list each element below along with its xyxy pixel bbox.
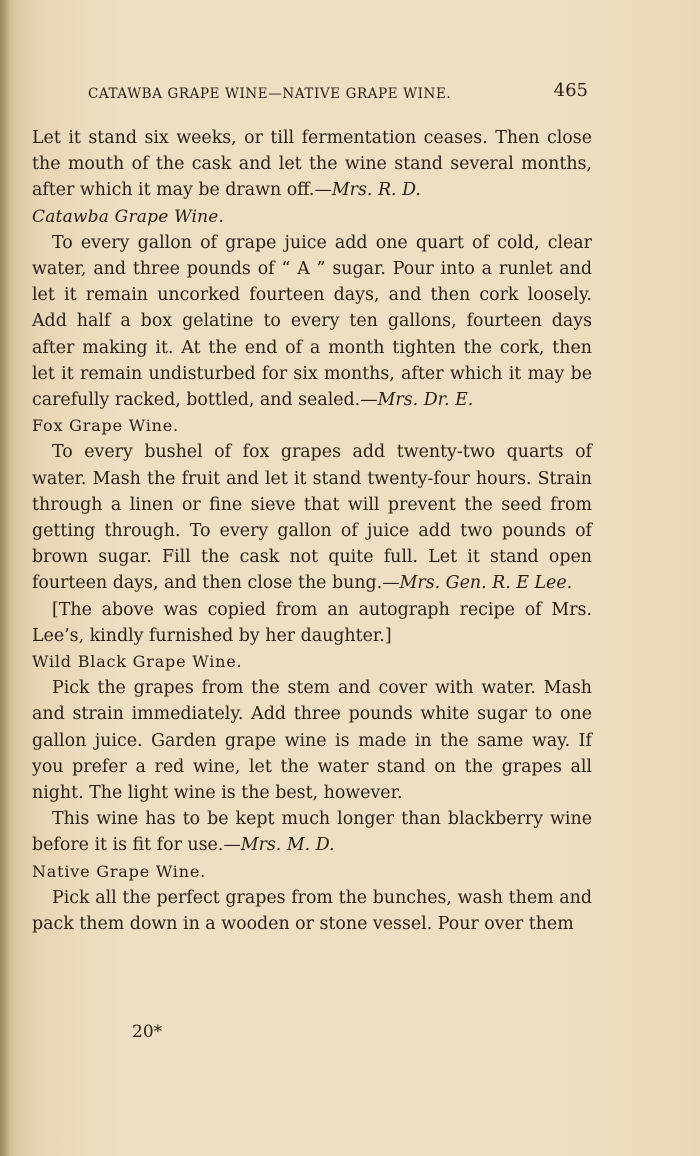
continuation-signature: Mrs. R. D. [331,180,421,201]
recipe-title-catawba: Catawba Grape Wine. [32,206,225,227]
page-number: 465 [553,80,588,101]
fox-note: [The above was copied from an autograph recipe of Mrs. Lee’s, kindly furnished by her daughter.] [32,599,592,646]
recipe-text-catawba [32,230,592,413]
running-head: CATAWBA GRAPE WINE—NATIVE GRAPE WINE. [88,86,452,102]
recipe-text-wild-black: Pick the grapes from the stem and cover with water. Mash and strain immediately. Add three pounds white sugar to one gallon juice. Garden grape wine is made in the same way. If you prefer a red wine, let the water stand on the grapes all night. The light wine is the best, however. [32,678,592,804]
fox-signature: Mrs. Gen. R. E Lee. [399,573,573,594]
catawba-signature: Mrs. Dr. E. [377,390,474,411]
wild-black-signature: Mrs. M. D. [240,835,335,856]
recipe-text-fox [32,439,592,596]
page-text [32,125,592,937]
catawba-text: To every gallon of grape juice add one quart of cold, clear water, and three pounds of “ A ” sugar. Pour into a runlet and let it remain uncorked fourteen days, and then cork loosely. Add half a box gelatine to every ten gallons, fourteen days after making it. At the end of a month tighten the cork, then let it remain undisturbed for six months, after which it may be carefully racked, bottled, and sealed.— [32,232,592,411]
continuation-paragraph [32,125,592,204]
recipe-text-native: Pick all the perfect grapes from the bunches, wash them and pack them down in a wooden or stone vessel. Pour over them [32,887,592,935]
wild-black-text-2: This wine has to be kept much longer than blackberry wine before it is fit for use.— [32,809,592,856]
recipe-title-native: Native Grape Wine. [32,861,206,881]
continuation-text: Let it stand six weeks, or till fermentation ceases. Then close the mouth of the cask and let the wine stand several months, after which it may be drawn off.— [32,128,592,201]
recipe-title-fox: Fox Grape Wine. [32,416,179,436]
signature-mark: 20* [132,1022,163,1042]
fox-text: To every bushel of fox grapes add twenty-two quarts of water. Mash the fruit and let it stand twenty-four hours. Strain through a linen or fine sieve that will prevent the seed from getting through. To every gallon of juice add two pounds of brown sugar. Fill the cask not quite full. Let it stand open fourteen days, and then close the bung.— [32,442,592,594]
recipe-text-wild-black-2 [32,806,592,858]
binding-shadow [0,0,10,1156]
recipe-title-wild-black: Wild Black Grape Wine. [32,652,243,672]
